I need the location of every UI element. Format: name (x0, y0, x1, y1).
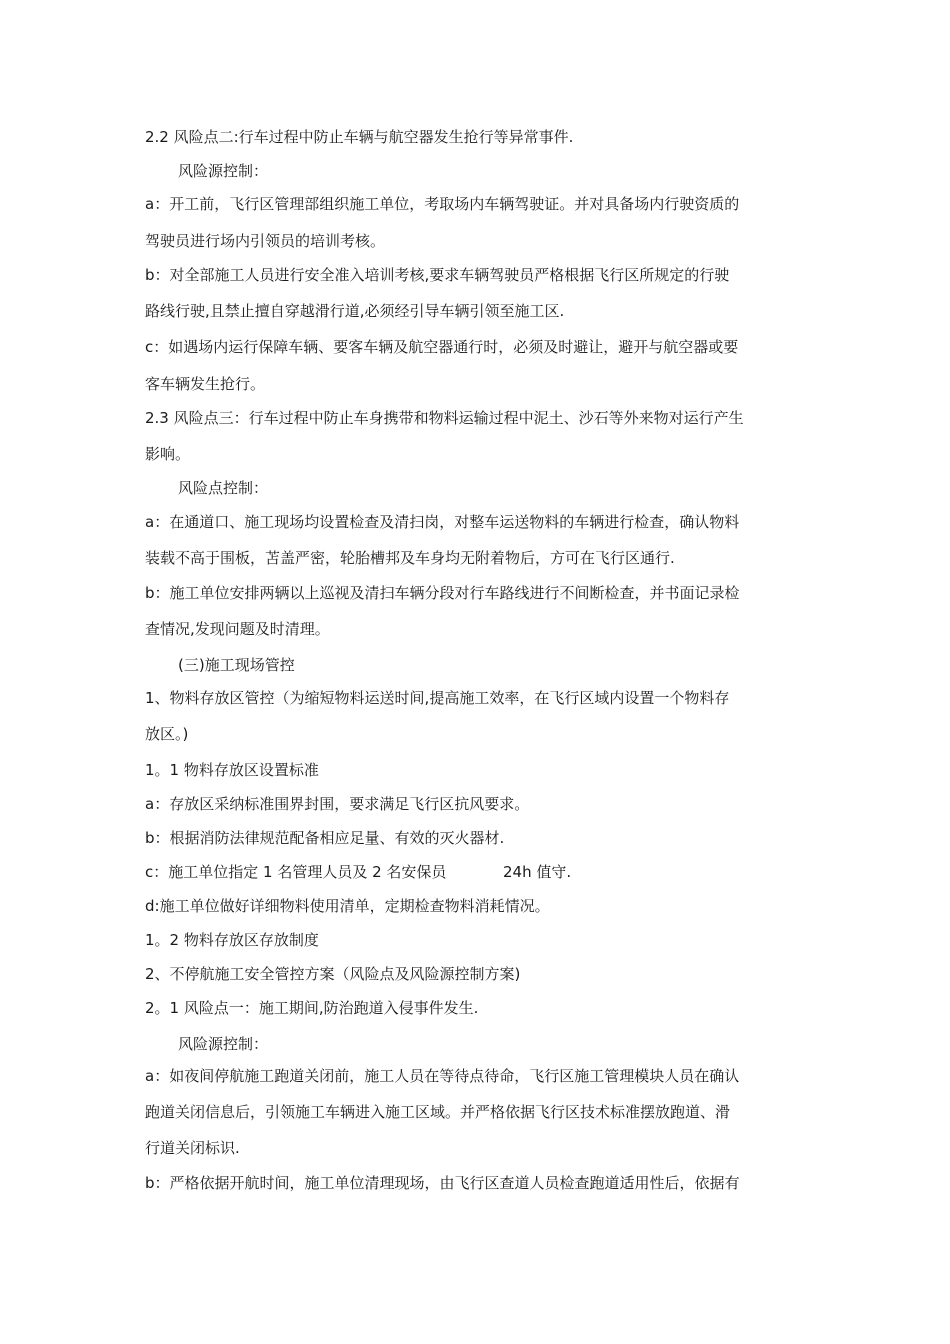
section-heading: (三)施工现场管控 (178, 656, 295, 674)
subsection-heading: 1。1 物料存放区设置标准 (145, 761, 319, 779)
subheading: 风险源控制： (178, 1035, 269, 1053)
paragraph-line: 跑道关闭信息后，引领施工车辆进入施工区域。并严格依据飞行区技术标准摆放跑道、滑 (145, 1103, 731, 1121)
paragraph-segment: c：施工单位指定 1 名管理人员及 2 名安保员 (145, 863, 447, 881)
section-heading: 2.2 风险点二:行车过程中防止车辆与航空器发生抢行等异常事件. (145, 128, 574, 146)
paragraph-line: 影响。 (145, 445, 191, 463)
paragraph-line: a：如夜间停航施工跑道关闭前，施工人员在等待点待命，飞行区施工管理模块人员在确认 (145, 1067, 740, 1085)
subheading: 风险源控制： (178, 162, 269, 180)
paragraph-line: 装载不高于围板，苫盖严密，轮胎槽邦及车身均无附着物后，方可在飞行区通行. (145, 549, 675, 567)
paragraph-line: 路线行驶,且禁止擅自穿越滑行道,必须经引导车辆引领至施工区. (145, 302, 565, 320)
paragraph-line: 1、物料存放区管控（为缩短物料运送时间,提高施工效率，在飞行区域内设置一个物料存 (145, 689, 730, 707)
subheading: 风险点控制： (178, 479, 269, 497)
paragraph-line: a：开工前，飞行区管理部组织施工单位，考取场内车辆驾驶证。并对具备场内行驶资质的 (145, 195, 740, 213)
paragraph-segment: 24h 值守. (503, 863, 572, 881)
section-heading: 2、不停航施工安全管控方案（风险点及风险源控制方案) (145, 965, 521, 983)
paragraph-line: 查情况,发现问题及时清理。 (145, 620, 330, 638)
paragraph-line: d:施工单位做好详细物料使用清单，定期检查物料消耗情况。 (145, 897, 550, 915)
paragraph-line: b：严格依据开航时间，施工单位清理现场，由飞行区查道人员检查跑道适用性后，依据有 (145, 1174, 740, 1192)
paragraph-line: c：如遇场内运行保障车辆、要客车辆及航空器通行时，必须及时避让，避开与航空器或要 (145, 338, 739, 356)
paragraph-line: 驾驶员进行场内引领员的培训考核。 (145, 232, 386, 250)
subsection-heading: 2。1 风险点一：施工期间,防治跑道入侵事件发生. (145, 999, 479, 1017)
subsection-heading: 1。2 物料存放区存放制度 (145, 931, 319, 949)
paragraph-line: 放区。) (145, 725, 189, 743)
paragraph-line: a：存放区采纳标准围界封围，要求满足飞行区抗风要求。 (145, 795, 530, 813)
paragraph-line: 行道关闭标识. (145, 1139, 240, 1157)
paragraph-line: 客车辆发生抢行。 (145, 375, 266, 393)
section-heading: 2.3 风险点三：行车过程中防止车身携带和物料运输过程中泥土、沙石等外来物对运行产生 (145, 409, 744, 427)
paragraph-line: b：对全部施工人员进行安全准入培训考核,要求车辆驾驶员严格根据飞行区所规定的行驶 (145, 266, 730, 284)
paragraph-line: a：在通道口、施工现场均设置检查及清扫岗，对整车运送物料的车辆进行检查，确认物料 (145, 513, 740, 531)
paragraph-line: b：根据消防法律规范配备相应足量、有效的灭火器材. (145, 829, 505, 847)
paragraph-line: b：施工单位安排两辆以上巡视及清扫车辆分段对行车路线进行不间断检查，并书面记录检 (145, 584, 740, 602)
